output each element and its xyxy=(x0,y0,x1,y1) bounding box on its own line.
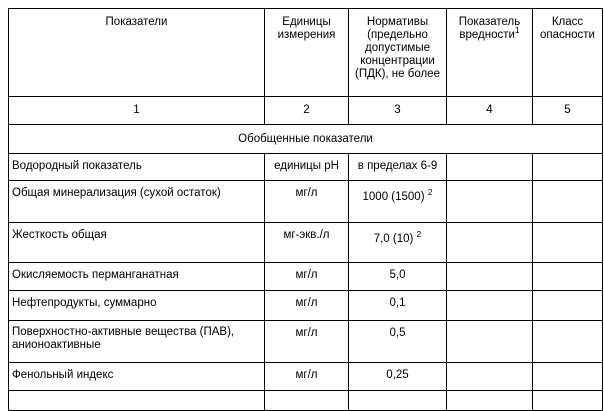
table-row xyxy=(9,154,603,181)
header-norms: Нормативы (предельно допустимые концентрации (ПДК), не более xyxy=(349,9,447,97)
footnote-1: 1 xyxy=(514,25,520,36)
table-row xyxy=(9,223,603,263)
row-class xyxy=(533,363,603,391)
row-harm xyxy=(447,223,533,263)
column-number: 1 xyxy=(9,97,265,125)
table-row xyxy=(9,363,603,391)
row-unit: мг-экв./л xyxy=(265,223,349,263)
row-class xyxy=(533,263,603,291)
section-row xyxy=(9,125,603,154)
row-name: Фенольный индекс xyxy=(9,363,265,391)
row-name: Водородный показатель xyxy=(9,154,265,181)
row-harm xyxy=(447,291,533,321)
row-harm xyxy=(447,181,533,223)
row-unit: мг/л xyxy=(265,321,349,363)
header-harm-indicator xyxy=(447,9,533,97)
row-name: Поверхностно-активные вещества (ПАВ), анионоактивные xyxy=(9,321,265,363)
row-class xyxy=(533,154,603,181)
row-unit: мг/л xyxy=(265,181,349,223)
row-norm: 1000 (1500) $^2$ xyxy=(349,181,447,223)
table-row xyxy=(9,181,603,223)
row-name: Нефтепродукты, суммарно xyxy=(9,291,265,321)
row-harm xyxy=(447,321,533,363)
footnote-2: 2 xyxy=(416,229,422,240)
row-class xyxy=(533,223,603,263)
column-number: 3 xyxy=(349,97,447,125)
row-name: Жесткость общая xyxy=(9,223,265,263)
column-number: 2 xyxy=(265,97,349,125)
section-title: Обобщенные показатели xyxy=(9,125,603,154)
header-indicators: Показатели xyxy=(9,9,265,97)
row-class xyxy=(533,321,603,363)
footnote-2: 2 xyxy=(427,187,433,198)
header-row xyxy=(9,9,603,97)
row-name: Общая минерализация (сухой остаток) xyxy=(9,181,265,223)
row-class xyxy=(533,181,603,223)
column-numbers-row xyxy=(9,97,603,125)
row-norm: 0,1 xyxy=(349,291,447,321)
row-norm: в пределах 6-9 xyxy=(349,154,447,181)
row-norm: 5,0 xyxy=(349,263,447,291)
table-row-partial xyxy=(9,391,603,411)
row-harm xyxy=(447,363,533,391)
row-norm: 7,0 (10) $^2$ xyxy=(349,223,447,263)
header-harm-label: Показатель вредности xyxy=(458,16,521,41)
row-norm: 0,25 xyxy=(349,363,447,391)
row-harm xyxy=(447,154,533,181)
row-class xyxy=(533,291,603,321)
header-units: Единицы измерения xyxy=(265,9,349,97)
water-quality-table xyxy=(8,8,603,411)
row-harm xyxy=(447,263,533,291)
row-unit: мг/л xyxy=(265,291,349,321)
table-row xyxy=(9,291,603,321)
row-name: Окисляемость перманганатная xyxy=(9,263,265,291)
column-number: 5 xyxy=(533,97,603,125)
row-unit: единицы pH xyxy=(265,154,349,181)
column-number: 4 xyxy=(447,97,533,125)
row-unit: мг/л xyxy=(265,363,349,391)
table-row xyxy=(9,263,603,291)
table-row xyxy=(9,321,603,363)
row-unit: мг/л xyxy=(265,263,349,291)
header-hazard-class: Класс опасности xyxy=(533,9,603,97)
row-norm: 0,5 xyxy=(349,321,447,363)
